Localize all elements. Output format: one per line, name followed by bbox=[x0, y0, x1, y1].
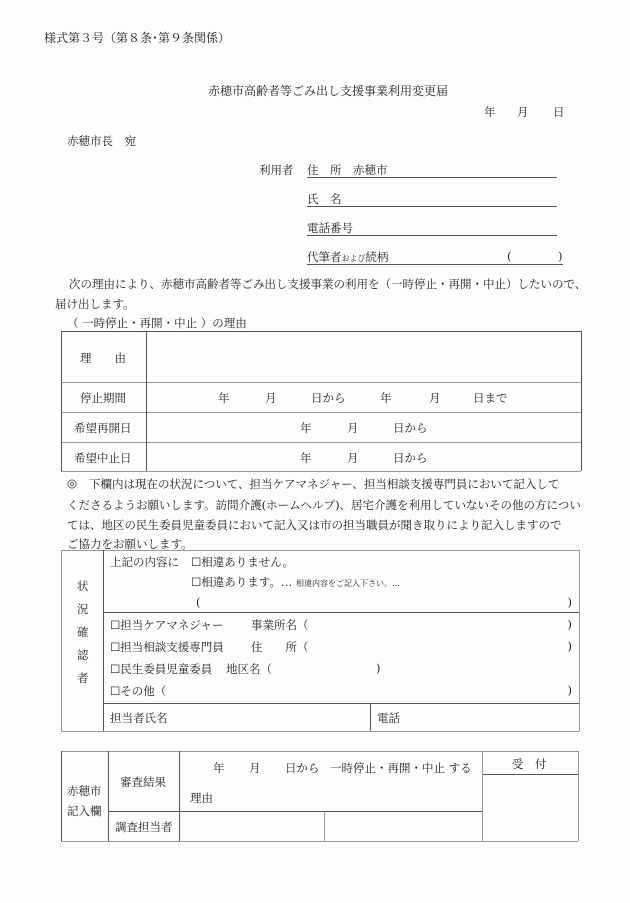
cancel-day: 日から bbox=[393, 451, 428, 465]
suspension-start-year: 年 bbox=[218, 391, 230, 405]
review-year: 年 bbox=[213, 761, 225, 775]
side-label-char: 状 bbox=[77, 579, 89, 593]
form-number: 様式第３号（第８条･第９条関係） bbox=[44, 31, 231, 45]
address-value: 赤穂市 bbox=[353, 163, 388, 177]
person-phone-input[interactable] bbox=[371, 704, 578, 730]
option-difference-label: ☐相違あります。… bbox=[191, 575, 293, 589]
review-month: 月 bbox=[249, 761, 261, 775]
received-stamp-area[interactable] bbox=[483, 775, 577, 840]
date-year-label: 年 bbox=[484, 105, 496, 119]
other-checkbox[interactable]: ☐その他（ bbox=[110, 684, 167, 698]
difference-detail-input[interactable] bbox=[196, 595, 572, 610]
confirmer-other[interactable] bbox=[110, 683, 572, 699]
option-difference-note: 相違内容をご記入下さい。… bbox=[296, 579, 401, 588]
side-label-char: 認 bbox=[77, 648, 89, 662]
cancel-date-label: 希望中止日 bbox=[74, 451, 132, 465]
office-name-label: 事業所名（ bbox=[251, 618, 309, 632]
notice-mark: ◎ bbox=[67, 476, 78, 490]
suspension-end-day: 日まで bbox=[473, 391, 508, 405]
proxy-paren-open: ( bbox=[507, 249, 512, 263]
person-name-input[interactable] bbox=[104, 704, 369, 730]
name-label: 氏 名 bbox=[307, 192, 342, 206]
cancel-date-field[interactable] bbox=[147, 443, 580, 470]
suspension-end-year: 年 bbox=[380, 391, 392, 405]
side-label-char: 況 bbox=[77, 602, 89, 616]
review-reason-label: 理由 bbox=[190, 791, 213, 805]
reason-row-label: 理 由 bbox=[80, 351, 126, 365]
review-action: 一時停止・再開・中止 する bbox=[330, 761, 472, 775]
side-label-char: 確 bbox=[77, 625, 89, 639]
suspension-period-field[interactable] bbox=[147, 383, 580, 411]
consultation-specialist-checkbox[interactable]: ☐担当相談支援専門員 bbox=[110, 640, 224, 654]
notice-line-1: 下欄内は現在の状況について、担当ケアマネジャー、担当相談支援専門員において記入して bbox=[89, 477, 560, 491]
confirmer-consultation-specialist[interactable] bbox=[110, 639, 572, 655]
resume-date-field[interactable] bbox=[147, 413, 580, 441]
city-section-label-2: 記入欄 bbox=[67, 804, 102, 818]
city-section-label-1: 赤穂市 bbox=[67, 784, 102, 798]
cancel-month: 月 bbox=[347, 451, 359, 465]
review-day: 日から bbox=[285, 761, 320, 775]
paren-close: ) bbox=[567, 639, 572, 653]
phone-field[interactable] bbox=[307, 219, 557, 236]
intro-line-1: 次の理由により、赤穂市高齢者等ごみ出し支援事業の利用を（一時停止・再開・中止）したいので、 bbox=[69, 277, 587, 291]
confirmer-welfare-commissioner[interactable] bbox=[110, 661, 572, 677]
side-label-char: 者 bbox=[77, 671, 89, 685]
proxy-label bbox=[307, 249, 389, 265]
address-label: 住 所 bbox=[307, 163, 342, 177]
review-result-field[interactable] bbox=[180, 752, 481, 810]
person-name-label: 担当者氏名 bbox=[110, 711, 168, 725]
cancel-year: 年 bbox=[300, 451, 312, 465]
paren-close: ) bbox=[376, 661, 381, 675]
notice-line-4: ご協力をお願いします。 bbox=[67, 537, 193, 551]
investigator-input-1[interactable] bbox=[180, 812, 323, 840]
proxy-label-small: および bbox=[341, 254, 366, 263]
option-no-difference-checkbox[interactable]: ☐相違ありません。 bbox=[191, 555, 294, 569]
investigator-label: 調査担当者 bbox=[115, 820, 173, 834]
date-month-label: 月 bbox=[517, 105, 529, 119]
suspension-period-label: 停止期間 bbox=[80, 391, 126, 405]
phone-label: 電話番号 bbox=[307, 221, 353, 235]
resume-date-label: 希望再開日 bbox=[74, 421, 132, 435]
confirmer-care-manager[interactable] bbox=[110, 617, 572, 633]
option-difference-checkbox[interactable] bbox=[191, 574, 400, 590]
intro-line-2: 届け出します。 bbox=[55, 297, 135, 311]
paren-open: ( bbox=[196, 595, 201, 609]
proxy-label-end: 続柄 bbox=[365, 250, 389, 264]
address-field[interactable] bbox=[307, 161, 557, 178]
resume-month: 月 bbox=[347, 421, 359, 435]
paren-close: ) bbox=[567, 683, 572, 697]
welfare-commissioner-checkbox[interactable]: ☐民生委員児童委員 bbox=[110, 662, 213, 676]
notice-line-3: ては、地区の民生委員児童委員において記入又は市の担当職員が聞き取りにより記入しますので bbox=[67, 518, 562, 532]
paren-close: ) bbox=[567, 617, 572, 631]
date-day-label: 日 bbox=[553, 105, 565, 119]
proxy-field[interactable] bbox=[307, 248, 563, 265]
received-label: 受 付 bbox=[512, 757, 547, 771]
applicant-label: 利用者 bbox=[259, 163, 294, 177]
page-title: 赤穂市高齢者等ごみ出し支援事業利用変更届 bbox=[208, 84, 449, 98]
proxy-paren-close: ) bbox=[558, 249, 563, 263]
review-result-label: 審査結果 bbox=[120, 775, 166, 789]
resume-year: 年 bbox=[300, 421, 312, 435]
addressee: 赤穂市長 宛 bbox=[67, 134, 136, 148]
reason-input[interactable] bbox=[147, 332, 580, 381]
proxy-label-main: 代筆者 bbox=[307, 250, 342, 264]
suspension-start-day: 日から bbox=[311, 391, 346, 405]
address-label: 住 所（ bbox=[251, 640, 309, 654]
investigator-input-2[interactable] bbox=[325, 812, 481, 840]
paren-close: ) bbox=[567, 595, 572, 609]
care-manager-checkbox[interactable]: ☐担当ケアマネジャー bbox=[110, 618, 224, 632]
name-field[interactable] bbox=[307, 190, 557, 207]
phone-label: 電話 bbox=[377, 711, 400, 725]
reason-heading: （ 一時停止・再開・中止 ）の理由 bbox=[67, 316, 247, 330]
content-prefix: 上記の内容に bbox=[110, 555, 179, 569]
district-name-label: 地区名（ bbox=[226, 662, 272, 676]
suspension-start-month: 月 bbox=[265, 391, 277, 405]
suspension-end-month: 月 bbox=[429, 391, 441, 405]
notice-line-2: くださるようお願いします。訪問介護(ホームヘルプ)、居宅介護を利用していないその他の方につい bbox=[67, 498, 581, 512]
resume-day: 日から bbox=[393, 421, 428, 435]
